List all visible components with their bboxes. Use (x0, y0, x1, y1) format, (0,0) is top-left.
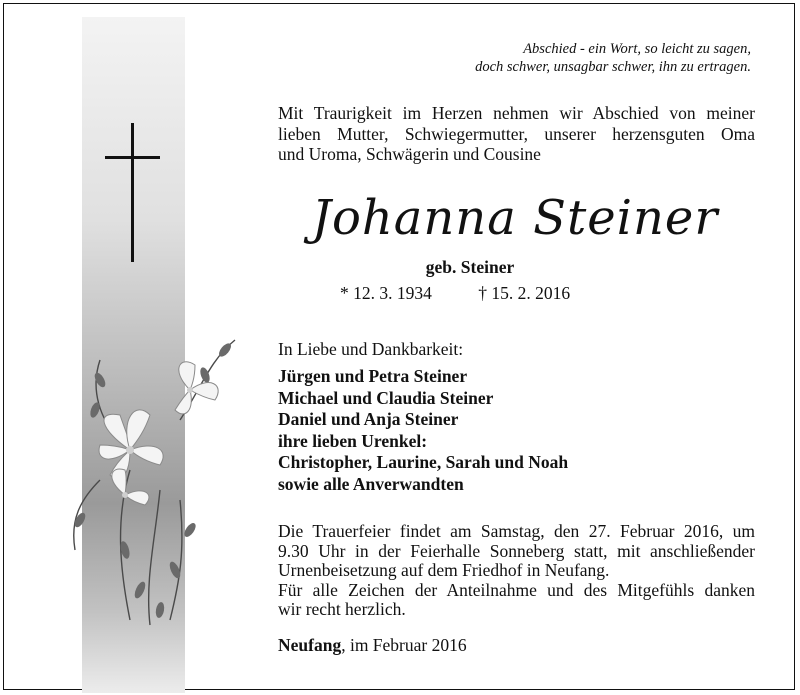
mourner-line: sowie alle Anverwandten (278, 473, 464, 494)
funeral-line: Urnenbeisetzung auf dem Friedhof in Neufang. (278, 560, 610, 580)
funeral-info (278, 522, 755, 620)
life-dates (340, 283, 570, 304)
motto-line: Abschied - ein Wort, so leicht zu sagen, (523, 41, 751, 57)
mourner-line: Christopher, Laurine, Sarah und Noah (278, 452, 569, 472)
mourner-line: ihre lieben Urenkel: (278, 430, 428, 451)
birth-date: * 12. 3. 1934 (340, 283, 432, 303)
place-name: Neufang (278, 635, 342, 655)
place-and-date (278, 635, 467, 656)
funeral-line: 9.30 Uhr in der Feierhalle Sonneberg statt, mit anschließender (278, 540, 755, 561)
mourners-list (278, 366, 568, 495)
intro-line: und Uroma, Schwägerin und Cousine (278, 144, 541, 164)
intro-text (278, 103, 755, 165)
funeral-line: Die Trauerfeier findet am Samstag, den 27. Februar 2016, um (278, 521, 755, 541)
motto-verse (400, 40, 751, 76)
mourner-line: Daniel und Anja Steiner (278, 409, 459, 429)
mourners-label: In Liebe und Dankbarkeit: (278, 339, 464, 359)
closing-date: , im Februar 2016 (341, 635, 467, 655)
intro-line: Mit Traurigkeit im Herzen nehmen wir Abschied von meiner (278, 103, 755, 123)
deceased-name: Johanna Steiner (311, 190, 719, 246)
funeral-line: wir recht herzlich. (278, 599, 406, 619)
motto-line: doch schwer, unsagbar schwer, ihn zu ertragen. (475, 59, 751, 75)
birth-name: geb. Steiner (425, 257, 515, 277)
mourner-line: Jürgen und Petra Steiner (278, 366, 468, 386)
intro-line: lieben Mutter, Schwiegermutter, unserer herzensguten Oma (278, 123, 755, 144)
lily-bouquet-image (60, 320, 260, 630)
funeral-line: Für alle Zeichen der Anteilnahme und des Mitgefühls danken (278, 579, 755, 600)
mourner-line: Michael und Claudia Steiner (278, 387, 494, 408)
death-date: † 15. 2. 2016 (478, 283, 571, 303)
